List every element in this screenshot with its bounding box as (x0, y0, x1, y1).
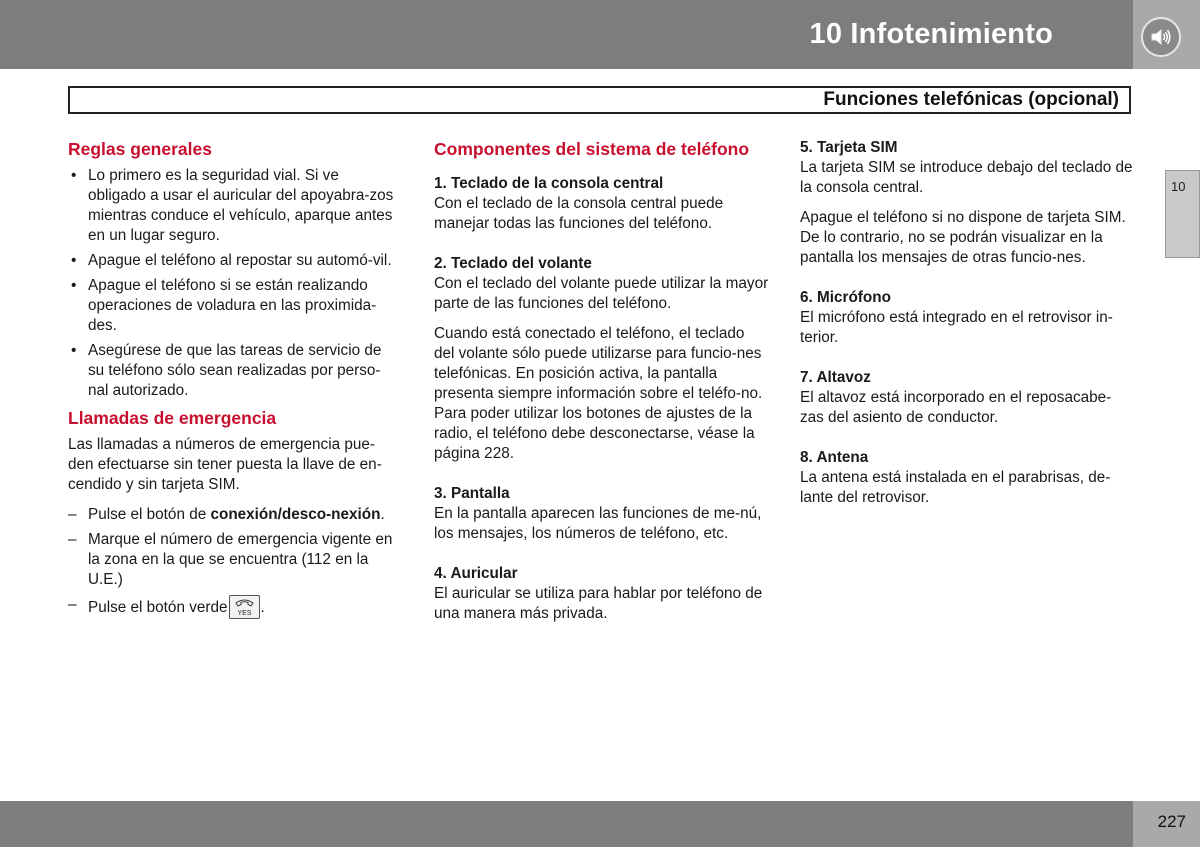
footer-page-box (1133, 801, 1200, 847)
yes-phone-key-icon (229, 595, 260, 619)
componentes-heading: Componentes del sistema de teléfono (434, 139, 750, 159)
component-heading: 7. Altavoz (800, 369, 871, 386)
component-text: En la pantalla aparecen las funciones de me-nú, los mensajes, los números de teléfono, etc. (434, 505, 762, 542)
emergencia-intro: Las llamadas a números de emergencia pue-den efectuarse sin tener puesta la llave de en-cendido y sin tarjeta SIM. (68, 436, 382, 493)
speaker-icon (1141, 17, 1181, 57)
component-text: Con el teclado del volante puede utilizar la mayor parte de las funciones del teléfono. (434, 275, 769, 312)
emergencia-steps (68, 505, 400, 619)
component-block (434, 254, 769, 464)
section-title: Funciones telefónicas (opcional) (823, 89, 1119, 110)
component-heading: 1. Teclado de la consola central (434, 175, 664, 192)
component-heading: 6. Micrófono (800, 289, 891, 306)
step-item (68, 595, 400, 619)
component-text: El altavoz está incorporado en el reposacabe-zas del asiento de conductor. (800, 389, 1112, 426)
step-text: . (380, 506, 385, 523)
component-text: La antena está instalada en el parabrisas, de-lante del retrovisor. (800, 469, 1111, 506)
section-heading-box (68, 86, 1131, 114)
component-text: Cuando está conectado el teléfono, el teclado del volante sólo puede utilizarse para funcio-nes telefónicas. En posición activa, la pantalla presenta siempre información sobre el teléfo-no. Para poder utilizar los botones de ajustes de la radio, el teléfono debe desconectarse, véase la página 228. (434, 325, 763, 462)
component-text: Con el teclado de la consola central puede manejar todas las funciones del teléfono. (434, 195, 724, 232)
yes-key-label: YES (237, 610, 252, 617)
step-item (68, 505, 400, 525)
component-heading: 5. Tarjeta SIM (800, 139, 898, 156)
component-block (434, 484, 769, 544)
reglas-list (68, 166, 400, 401)
component-heading: 8. Antena (800, 449, 869, 466)
list-item: • Apague el teléfono si se están realizando operaciones de voladura en las proximida-des. (68, 276, 400, 336)
step-item: – Marque el número de emergencia vigente en la zona en la que se encuentra (112 en la U.E.) (68, 530, 400, 590)
llamadas-emergencia-heading: Llamadas de emergencia (68, 408, 277, 428)
component-block (800, 288, 1135, 348)
column-right (800, 138, 1135, 528)
step-text: Pulse el botón de (88, 506, 211, 523)
step-text: Pulse el botón verde (88, 599, 228, 616)
chapter-side-tab (1165, 170, 1200, 258)
component-block (800, 368, 1135, 428)
column-left (68, 138, 400, 625)
component-heading: 3. Pantalla (434, 485, 510, 502)
chapter-tab-label: 10 (1171, 179, 1186, 194)
list-item: • Lo primero es la seguridad vial. Si ve obligado a usar el auricular del apoyabra-zos mientras conduce el vehículo, aparque antes en un lugar seguro. (68, 166, 400, 246)
component-block (434, 564, 769, 624)
chapter-title: 10 Infotenimiento (809, 18, 1053, 50)
list-item: • Asegúrese de que las tareas de servicio de su teléfono sólo sean realizadas por perso-nal autorizado. (68, 341, 400, 401)
component-block (800, 138, 1135, 268)
component-block (434, 174, 769, 234)
column-middle (434, 138, 769, 644)
list-item: • Apague el teléfono al repostar su automó-vil. (68, 251, 400, 271)
component-text: La tarjeta SIM se introduce debajo del teclado de la consola central. (800, 159, 1133, 196)
header-band (0, 0, 1133, 69)
step-bold-text: conexión/desco-nexión (210, 506, 381, 523)
component-text: Apague el teléfono si no dispone de tarjeta SIM. De lo contrario, no se podrán visualizar en la pantalla los mensajes de otras funcio-nes. (800, 209, 1126, 266)
component-heading: 2. Teclado del volante (434, 255, 592, 272)
footer-band (0, 801, 1133, 847)
component-heading: 4. Auricular (434, 565, 518, 582)
page-number: 227 (1157, 812, 1186, 831)
step-text: . (260, 599, 265, 616)
component-block (800, 448, 1135, 508)
reglas-generales-heading: Reglas generales (68, 139, 212, 159)
component-text: El micrófono está integrado en el retrovisor in-terior. (800, 309, 1113, 346)
component-text: El auricular se utiliza para hablar por teléfono de una manera más privada. (434, 585, 763, 622)
